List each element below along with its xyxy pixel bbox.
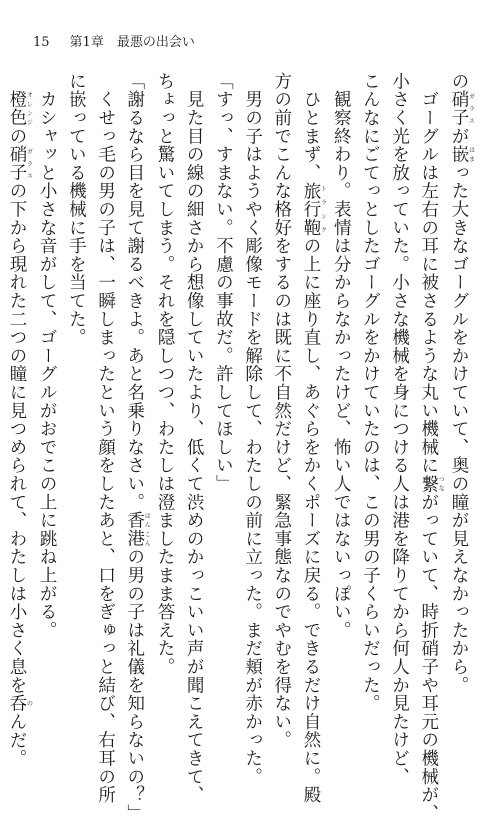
text-line: 観察終わり。表情は分からなかったけど、怖い人ではないっぽい。: [331, 72, 352, 640]
ruby-word: 香港ほんこん: [124, 511, 151, 548]
running-header: [33, 33, 195, 53]
text-line: 男の子はようやく彫像モードを解除して、わたしの前に立った。まだ頬が赤かった。: [242, 72, 263, 786]
text-line: ひとまず、旅行鞄トランクの上に座り直し、あぐらをかくポーズに戻る。できるだけ自然に。殿: [300, 72, 327, 805]
ruby-word: 旅行鞄トランク: [300, 181, 327, 237]
text-line: ちょっと驚いてしまう。それを隠しつつ、わたしは澄ましたまま答えた。: [154, 72, 175, 676]
text-line: に嵌っている機械に手を当てた。: [66, 72, 87, 347]
ruby-word: 呑の: [6, 694, 33, 713]
vertical-body-text: [6, 72, 475, 822]
ruby-word: 硝子ガラス: [449, 90, 475, 127]
text-line: カシャッと小さな音がして、ゴーグルがおでこの上に跳ね上がる。: [37, 72, 58, 640]
text-line: 橙色オレンジの硝子ガラスの下から現れた二つの瞳に見つめられて、わたしは小さく息を呑のんだ。: [6, 90, 33, 768]
text-line: くせっ毛の男の子は、一瞬しまったという顔をしたあと、口をぎゅっと結び、右耳の所: [95, 72, 116, 804]
chapter-title: 第1章 最悪の出会い: [69, 35, 195, 50]
ruby-word: 繋つな: [418, 474, 445, 493]
ruby-word: 硝子ガラス: [6, 145, 33, 182]
text-line: の硝子ガラスが嵌はまった大きなゴーグルをかけていて、奥の瞳が見えなかったから。: [449, 72, 475, 695]
text-line: 「すっ、すまない。不慮の事故だ。許してほしい」: [213, 72, 234, 493]
page-number: 15: [33, 35, 50, 50]
text-line: 「謝るなら目を見て謝るべきよ。あと名乗りなさい。香港ほんこんの男の子は礼儀を知らないの？」: [124, 72, 151, 822]
ruby-word: 嵌はま: [449, 145, 475, 164]
text-line: [0, 72, 2, 680]
text-line: こんなにごてっとしたゴーグルをかけていたのは、この男の子くらいだった。: [360, 72, 381, 713]
text-line: 小さく光を放っていた。小さな機械を身につける人は港を降りてから何人か見たけど、: [389, 72, 410, 786]
text-line: 見た目の線の細さから想像していたより、低くて渋めのかっこいい声が聞こえてきて、: [184, 72, 205, 804]
ruby-word: 橙色オレンジ: [6, 90, 33, 127]
text-line: ゴーグルは左右の耳に被さるような丸い機械に繋つながっていて、時折硝子や耳元の機械が、: [418, 72, 445, 822]
text-line: 方の前でこんな格好をするのは既に不自然だけど、緊急事態なのでやむを得ない。: [271, 72, 292, 750]
